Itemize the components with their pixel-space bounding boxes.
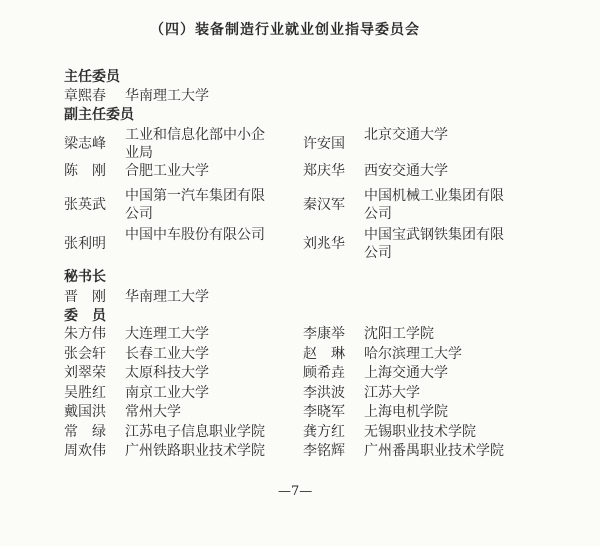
member-org: 哈尔滨理工大学 <box>364 345 462 362</box>
member-name: 李康举 <box>303 326 345 342</box>
director-org: 华南理工大学 <box>125 88 209 104</box>
member-name: 张会轩 <box>64 345 106 362</box>
deputy-org-cont: 公司 <box>364 206 392 222</box>
member-name: 戴国洪 <box>64 404 106 420</box>
member-org: 广州铁路职业技术学院 <box>125 443 265 459</box>
member-name: 顾希垚 <box>303 365 345 381</box>
deputy-name: 梁志峰 <box>64 136 106 152</box>
member-org: 上海交通大学 <box>364 365 448 381</box>
deputy-org: 北京交通大学 <box>364 127 448 143</box>
deputy-name: 陈 刚 <box>64 163 106 179</box>
member-org: 广州番禺职业技术学院 <box>364 443 504 459</box>
deputy-name: 刘兆华 <box>303 236 345 252</box>
members-heading: 委 员 <box>64 308 106 324</box>
member-name: 吴胜红 <box>64 384 106 401</box>
member-name: 朱方伟 <box>64 326 106 342</box>
secretary-name: 晋 刚 <box>64 289 106 305</box>
deputy-org: 中国宝武钢铁集团有限 <box>364 227 504 243</box>
member-org: 太原科技大学 <box>125 365 209 381</box>
deputy-name: 郑庆华 <box>303 163 345 179</box>
member-name: 常 绿 <box>64 423 106 440</box>
member-org: 常州大学 <box>125 404 181 420</box>
member-org: 大连理工大学 <box>125 326 209 342</box>
member-org: 南京工业大学 <box>125 384 209 401</box>
member-name: 李铭辉 <box>303 443 345 459</box>
director-heading: 主任委员 <box>64 69 120 85</box>
member-org: 江苏大学 <box>364 384 420 401</box>
member-name: 刘翠荣 <box>64 365 106 381</box>
deputy-org-cont: 公司 <box>125 206 153 222</box>
member-name: 李洪波 <box>303 384 345 401</box>
member-org: 无锡职业技术学院 <box>364 423 476 440</box>
page-title: （四）装备制造行业就业创业指导委员会 <box>150 22 420 38</box>
page-number: —7— <box>278 484 313 499</box>
deputy-name: 张利明 <box>64 236 106 252</box>
director-name: 章熙春 <box>64 88 106 104</box>
deputy-org: 西安交通大学 <box>364 163 448 179</box>
member-name: 龚方红 <box>303 423 345 440</box>
deputy-org-cont: 公司 <box>364 245 392 261</box>
deputy-heading: 副主任委员 <box>64 107 134 123</box>
deputy-org: 中国机械工业集团有限 <box>364 188 504 204</box>
deputy-org: 中国第一汽车集团有限 <box>125 188 265 204</box>
member-org: 长春工业大学 <box>125 345 209 362</box>
deputy-name: 秦汉军 <box>303 197 345 213</box>
member-name: 周欢伟 <box>64 443 106 459</box>
deputy-name: 张英武 <box>64 197 106 213</box>
member-org: 沈阳工学院 <box>364 326 434 342</box>
deputy-name: 许安国 <box>303 136 345 152</box>
deputy-org: 合肥工业大学 <box>125 163 209 179</box>
member-name: 李晓军 <box>303 404 345 420</box>
deputy-org-cont: 业局 <box>125 145 153 161</box>
member-org: 上海电机学院 <box>364 404 448 420</box>
secretary-heading: 秘书长 <box>64 269 106 285</box>
member-name: 赵 琳 <box>303 345 345 362</box>
deputy-org: 工业和信息化部中小企 <box>125 127 265 143</box>
member-org: 江苏电子信息职业学院 <box>125 423 265 440</box>
deputy-org: 中国中车股份有限公司 <box>125 227 265 243</box>
secretary-org: 华南理工大学 <box>125 289 209 305</box>
